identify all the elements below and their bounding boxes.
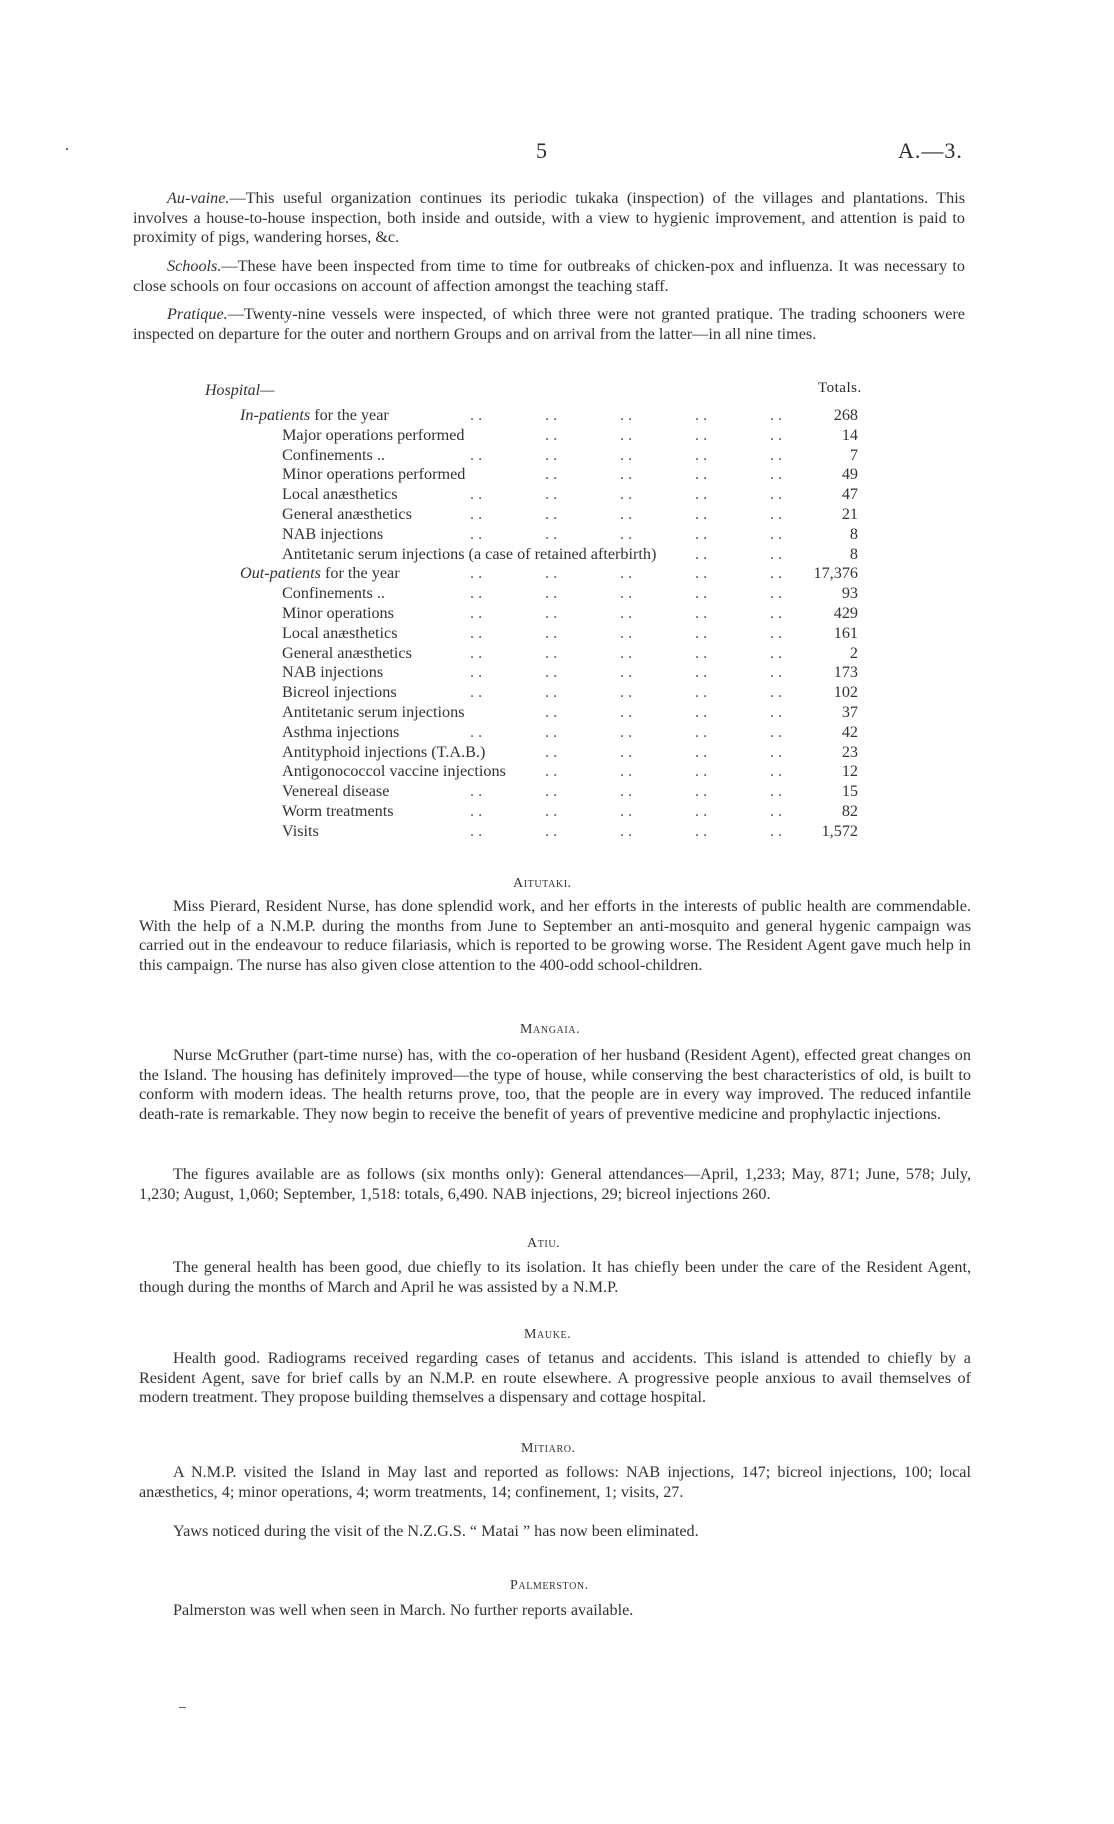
scan-dash xyxy=(179,1707,186,1708)
leader-dot: . . xyxy=(695,485,708,504)
leader-dot: . . xyxy=(695,821,708,840)
leader-dot: . . xyxy=(620,782,633,801)
leader-dot: . . xyxy=(695,544,708,563)
outpatient-label: Venereal disease xyxy=(282,782,390,801)
leader-dot: . . xyxy=(620,722,633,741)
pratique-paragraph xyxy=(133,305,965,344)
outpatient-label: NAB injections xyxy=(282,663,384,682)
atiu-heading: Atiu. xyxy=(527,1236,561,1251)
leader-dot: . . xyxy=(470,663,483,682)
leader-dot: . . xyxy=(470,643,483,662)
leader-dot: . . xyxy=(770,485,783,504)
outpatient-label xyxy=(240,564,400,583)
leader-dot: . . xyxy=(620,821,633,840)
totals-header: Totals. xyxy=(818,380,862,396)
leader-dot: . . xyxy=(770,742,783,761)
outpatient-row xyxy=(282,604,858,624)
leader-dot: . . xyxy=(695,742,708,761)
leader-dot: . . xyxy=(695,604,708,622)
leader-dot: . . xyxy=(620,623,633,642)
leader-dot: . . xyxy=(620,762,633,781)
leader-dot: . . xyxy=(695,703,708,721)
outpatient-row xyxy=(282,762,858,782)
leader-dot: . . xyxy=(695,762,708,781)
leader-dot: . . xyxy=(545,524,558,543)
outpatient-row xyxy=(282,644,858,664)
outpatient-value: 2 xyxy=(849,643,858,662)
leader-dot: . . xyxy=(470,524,483,543)
mangaia-paragraph-2: The figures available are as follows (six months only): General attendances—April, 1,233; May, 871; June, 578; July, 1,230; August, 1,060; September, 1,518: totals, 6,490. NAB injections, 29; bicreol injections 260. xyxy=(139,1165,971,1203)
leader-dot: . . xyxy=(770,406,783,424)
leader-dot: . . xyxy=(545,703,558,721)
leader-dot: . . xyxy=(770,821,783,840)
outpatient-value: 429 xyxy=(833,604,858,622)
inpatient-value: 268 xyxy=(833,406,858,424)
outpatient-row xyxy=(282,723,858,743)
leader-dot: . . xyxy=(770,703,783,721)
inpatient-row xyxy=(282,545,858,565)
leader-dot: . . xyxy=(545,722,558,741)
outpatient-row xyxy=(282,663,858,683)
mauke-text: Health good. Radiograms received regarding cases of tetanus and accidents. This island is attended to chiefly by a Resident Agent, save for brief calls by an N.M.P. en route elsewhere. A progressive people anxious to avail themselves of modern treatment. They propose building themselves a dispensary and cottage hospital. xyxy=(139,1349,971,1407)
leader-dot: . . xyxy=(620,742,633,761)
leader-dot: . . xyxy=(695,524,708,543)
leader-dot: . . xyxy=(695,663,708,682)
leader-dot: . . xyxy=(620,524,633,543)
outpatient-value: 15 xyxy=(841,782,858,801)
mauke-heading: Mauke. xyxy=(524,1327,572,1342)
au-vaine-paragraph xyxy=(133,189,965,248)
inpatient-label: Local anæsthetics xyxy=(282,485,398,504)
outpatient-row xyxy=(282,782,858,802)
outpatient-value: 42 xyxy=(841,722,858,741)
outpatient-label: Bicreol injections xyxy=(282,683,397,702)
inpatient-label: Confinements .. xyxy=(282,445,385,464)
leader-dot: . . xyxy=(695,564,708,583)
leader-dot: . . xyxy=(770,643,783,662)
inpatient-row xyxy=(240,406,858,426)
leader-dot: . . xyxy=(770,604,783,622)
inpatient-label: Antitetanic serum injections (a case of retained afterbirth) xyxy=(282,544,657,563)
leader-dot: . . xyxy=(470,564,483,583)
leader-dot: . . xyxy=(620,584,633,603)
leader-dot: . . xyxy=(620,445,633,464)
leader-dot: . . xyxy=(770,782,783,801)
leader-dot: . . xyxy=(770,683,783,702)
outpatient-value: 23 xyxy=(841,742,858,761)
leader-dot: . . xyxy=(470,445,483,464)
leader-dot: . . xyxy=(470,623,483,642)
leader-dot: . . xyxy=(620,703,633,721)
leader-dot: . . xyxy=(545,485,558,504)
leader-dot: . . xyxy=(770,762,783,781)
leader-dot: . . xyxy=(770,544,783,563)
leader-dot: . . xyxy=(695,445,708,464)
leader-dot: . . xyxy=(545,762,558,781)
outpatient-value: 93 xyxy=(841,584,858,603)
mitiaro-paragraph-2: Yaws noticed during the visit of the N.Z.G.S. “ Matai ” has now been eliminated. xyxy=(173,1522,699,1540)
leader-dot: . . xyxy=(545,643,558,662)
leader-dot: . . xyxy=(620,425,633,444)
leader-dot: . . xyxy=(620,683,633,702)
inpatient-label: NAB injections xyxy=(282,524,384,543)
inpatient-row xyxy=(282,446,858,466)
schools-paragraph xyxy=(133,257,965,296)
leader-dot: . . xyxy=(695,465,708,484)
leader-dot: . . xyxy=(620,465,633,484)
leader-dot: . . xyxy=(470,782,483,801)
leader-dot: . . xyxy=(620,604,633,622)
outpatient-label: Worm treatments xyxy=(282,802,394,820)
inpatient-value: 21 xyxy=(841,505,858,523)
leader-dot: . . xyxy=(770,445,783,464)
leader-dot: . . xyxy=(470,722,483,741)
leader-dot: . . xyxy=(545,683,558,702)
leader-dot: . . xyxy=(470,683,483,702)
outpatient-label: General anæsthetics xyxy=(282,643,412,662)
leader-dot: . . xyxy=(770,722,783,741)
inpatient-row xyxy=(282,485,858,505)
schools-title: Schools. xyxy=(167,257,222,275)
inpatient-value: 47 xyxy=(841,485,858,504)
leader-dot: . . xyxy=(620,485,633,504)
leader-dot: . . xyxy=(620,643,633,662)
inpatient-row xyxy=(282,505,858,525)
outpatient-row xyxy=(282,703,858,723)
outpatient-label: Antigonococcol vaccine injections xyxy=(282,762,506,781)
leader-dot: . . xyxy=(470,584,483,603)
document-code: A.—3. xyxy=(898,138,963,163)
hospital-title: Hospital— xyxy=(205,382,275,399)
leader-dot: . . xyxy=(545,465,558,484)
mitiaro-paragraph-1: A N.M.P. visited the Island in May last and reported as follows: NAB injections, 147; bicreol injections, 100; local anæsthetics, 4; minor operations, 4; worm treatments, 14; confinement, 1; visits, 27. xyxy=(139,1463,971,1501)
leader-dot: . . xyxy=(470,505,483,523)
inpatient-value: 49 xyxy=(841,465,858,484)
pratique-text: —Twenty-nine vessels were inspected, of which three were not granted pratique. The trading schooners were inspected on departure for the outer and northern Groups and on arrival from the latter—in all nine times. xyxy=(133,305,965,343)
outpatient-value: 161 xyxy=(833,623,858,642)
outpatient-label: Antityphoid injections (T.A.B.) xyxy=(282,742,486,761)
leader-dot: . . xyxy=(695,643,708,662)
outpatient-label: Antitetanic serum injections xyxy=(282,703,465,721)
inpatient-value: 14 xyxy=(841,425,858,444)
mauke-paragraph xyxy=(139,1349,971,1408)
leader-dot: . . xyxy=(470,802,483,820)
outpatient-label: Visits xyxy=(282,821,319,840)
inpatient-value: 7 xyxy=(849,445,858,464)
leader-dot: . . xyxy=(695,584,708,603)
leader-dot: . . xyxy=(695,623,708,642)
page-number: 5 xyxy=(536,138,547,163)
leader-dot: . . xyxy=(470,485,483,504)
au-vaine-title: Au-vaine. xyxy=(167,189,230,207)
outpatient-label: Local anæsthetics xyxy=(282,623,398,642)
outpatient-row xyxy=(240,564,858,584)
leader-dot: . . xyxy=(545,584,558,603)
inpatient-label-suffix: for the year xyxy=(310,406,389,424)
palmerston-paragraph: Palmerston was well when seen in March. No further reports available. xyxy=(173,1601,634,1619)
inpatient-label: Major operations performed xyxy=(282,425,465,444)
pratique-title: Pratique. xyxy=(167,305,228,323)
outpatient-row xyxy=(282,683,858,703)
mangaia-paragraph-1: Nurse McGruther (part-time nurse) has, with the co-operation of her husband (Resident Agent), effected great changes on the Island. The housing has definitely improved—the type of house, while conserving the best characteristics of old, is built to conform with modern ideas. The health returns prove, too, that the people are in every way improved. The reduced infantile death-rate is remarkable. They now begin to receive the benefit of years of preventive medicine and prophylactic injections. xyxy=(139,1046,971,1123)
leader-dot: . . xyxy=(695,802,708,820)
inpatient-row xyxy=(282,525,858,545)
leader-dot: . . xyxy=(770,623,783,642)
outpatient-value: 173 xyxy=(833,663,858,682)
outpatient-row xyxy=(282,802,858,822)
leader-dot: . . xyxy=(545,623,558,642)
atiu-paragraph: The general health has been good, due chiefly to its isolation. It has chiefly been under the care of the Resident Agent, though during the months of March and April he was assisted by a N.M.P. xyxy=(139,1258,971,1296)
leader-dot: . . xyxy=(545,505,558,523)
leader-dot: . . xyxy=(770,663,783,682)
outpatient-row xyxy=(282,822,858,842)
outpatient-label-suffix: for the year xyxy=(320,564,400,583)
inpatient-value: 8 xyxy=(849,544,858,563)
leader-dot: . . xyxy=(695,406,708,424)
outpatient-label: Minor operations xyxy=(282,604,394,622)
leader-dot: . . xyxy=(545,445,558,464)
leader-dot: . . xyxy=(770,564,783,583)
leader-dot: . . xyxy=(770,425,783,444)
leader-dot: . . xyxy=(770,802,783,820)
aitutaki-paragraph: Miss Pierard, Resident Nurse, has done splendid work, and her efforts in the interests of public health are commendable. With the help of a N.M.P. during the months from June to September an anti-mosquito and general hygenic campaign was carried out in the endeavour to reduce filariasis, which is reported to be growing worse. The Resident Agent gave much help in this campaign. The nurse has also given close attention to the 400-odd school-children. xyxy=(139,897,971,974)
inpatient-row xyxy=(282,426,858,446)
leader-dot: . . xyxy=(545,821,558,840)
leader-dot: . . xyxy=(470,821,483,840)
leader-dot: . . xyxy=(770,465,783,484)
outpatient-value: 37 xyxy=(841,703,858,721)
au-vaine-text: —This useful organization continues its periodic tukaka (inspection) of the villages and plantations. This involves a house-to-house inspection, both inside and outside, with a view to hygienic improvement, and attention is paid to proximity of pigs, wandering horses, &c. xyxy=(133,189,965,247)
aitutaki-heading: Aitutaki. xyxy=(513,876,572,891)
outpatient-value: 1,572 xyxy=(821,821,858,840)
inpatient-row xyxy=(282,465,858,485)
outpatient-label: Confinements .. xyxy=(282,584,385,603)
leader-dot: . . xyxy=(545,406,558,424)
leader-dot: . . xyxy=(620,505,633,523)
palmerston-heading: Palmerston. xyxy=(510,1578,589,1593)
leader-dot: . . xyxy=(545,663,558,682)
scan-speck xyxy=(66,148,68,150)
leader-dot: . . xyxy=(770,584,783,603)
leader-dot: . . xyxy=(545,425,558,444)
leader-dot: . . xyxy=(695,505,708,523)
inpatient-label: General anæsthetics xyxy=(282,505,412,523)
outpatient-value: 17,376 xyxy=(813,564,858,583)
leader-dot: . . xyxy=(545,742,558,761)
leader-dot: . . xyxy=(620,564,633,583)
inpatient-label-italic: In-patients xyxy=(240,406,311,424)
leader-dot: . . xyxy=(770,524,783,543)
mangaia-heading: Mangaia. xyxy=(520,1022,581,1037)
outpatient-label-italic: Out-patients xyxy=(240,564,321,583)
leader-dot: . . xyxy=(620,406,633,424)
outpatient-value: 12 xyxy=(841,762,858,781)
leader-dot: . . xyxy=(545,564,558,583)
leader-dot: . . xyxy=(695,683,708,702)
outpatient-row xyxy=(282,584,858,604)
schools-text: —These have been inspected from time to time for outbreaks of chicken-pox and influenza. It was necessary to close schools on four occasions on account of affection amongst the teaching staff. xyxy=(133,257,965,295)
leader-dot: . . xyxy=(545,802,558,820)
outpatient-row xyxy=(282,624,858,644)
outpatient-value: 82 xyxy=(841,802,858,820)
leader-dot: . . xyxy=(770,505,783,523)
leader-dot: . . xyxy=(470,406,483,424)
leader-dot: . . xyxy=(545,604,558,622)
outpatient-value: 102 xyxy=(833,683,858,702)
outpatient-label: Asthma injections xyxy=(282,722,400,741)
leader-dot: . . xyxy=(695,425,708,444)
leader-dot: . . xyxy=(620,802,633,820)
leader-dot: . . xyxy=(695,722,708,741)
leader-dot: . . xyxy=(470,604,483,622)
leader-dot: . . xyxy=(545,782,558,801)
inpatient-label: Minor operations performed xyxy=(282,465,466,484)
mitiaro-heading: Mitiaro. xyxy=(521,1441,576,1456)
inpatient-label xyxy=(240,406,389,425)
leader-dot: . . xyxy=(620,663,633,682)
outpatient-row xyxy=(282,743,858,763)
leader-dot: . . xyxy=(695,782,708,801)
inpatient-value: 8 xyxy=(849,524,858,543)
